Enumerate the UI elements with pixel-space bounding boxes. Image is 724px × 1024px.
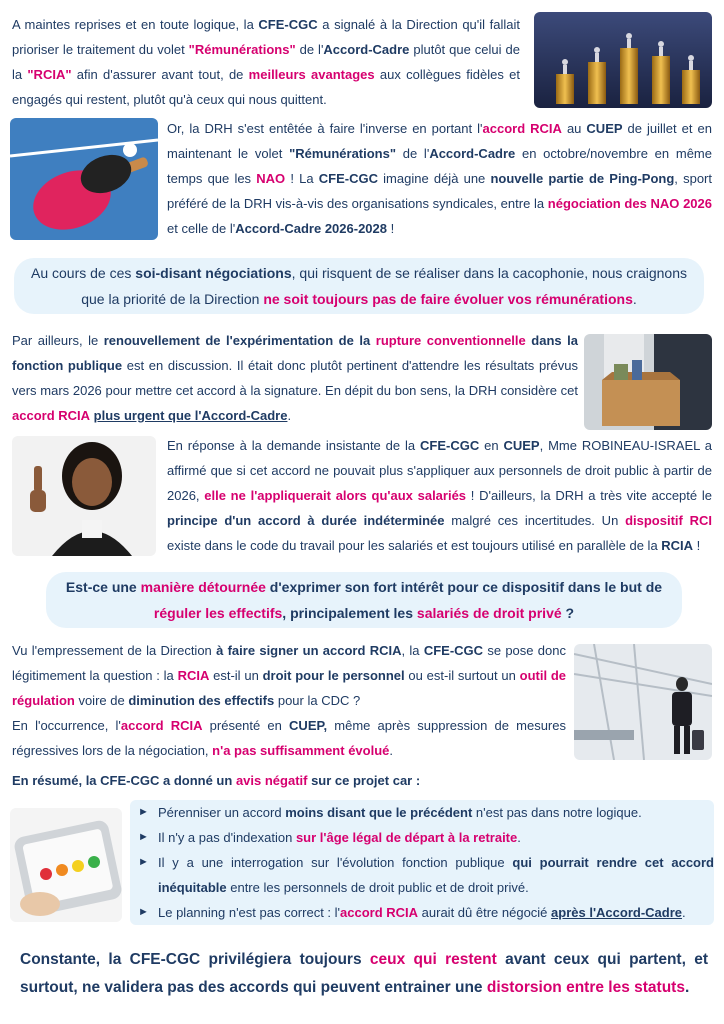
text: . xyxy=(517,830,521,845)
text: moins disant que le précédent xyxy=(285,805,473,820)
text: CFE-CGC xyxy=(420,438,480,453)
list-item xyxy=(134,900,714,925)
text: ceux qui restent xyxy=(369,951,497,968)
text: dispositif RCI xyxy=(625,513,713,528)
text: En réponse à la demande insistante de la xyxy=(167,438,421,453)
list-item xyxy=(134,800,714,825)
text: CFE-CGC xyxy=(258,17,318,32)
text: renouvellement de l'expérimentation de la xyxy=(103,333,371,348)
text: après l'Accord-Cadre xyxy=(551,905,683,920)
text: , sport préféré de la DRH vis-à-vis des organisations syndicales, entre la xyxy=(167,171,712,211)
drh-paragraph xyxy=(167,116,712,241)
text: meilleurs avantages xyxy=(248,67,375,82)
text: CFE-CGC xyxy=(129,951,201,968)
text: n'a pas suffisamment évolué xyxy=(212,743,390,758)
text: ne soit toujours pas de faire évoluer vos rémunérations xyxy=(263,291,633,307)
text: malgré ces incertitudes. Un xyxy=(444,513,626,528)
office-box-image xyxy=(584,334,712,430)
callout-negociations xyxy=(14,258,704,314)
text: sur l'âge légal de départ à la retraite xyxy=(295,830,518,845)
text: existe dans le code du travail pour les salariés et est toujours utilisé en parallèle de la xyxy=(167,538,662,553)
text: Vu l'empressement de la Direction xyxy=(12,643,217,658)
robineau-paragraph xyxy=(167,433,712,558)
text: Est-ce une xyxy=(65,579,141,595)
rupture-paragraph xyxy=(12,328,578,428)
text: aurait dû être négocié xyxy=(418,905,552,920)
text: rupture conventionnelle xyxy=(375,333,526,348)
text: . xyxy=(389,743,393,758)
text: soi-disant négociations xyxy=(135,265,292,281)
text: privilégiera toujours xyxy=(200,951,370,968)
text: Il n'y a pas d'indexation xyxy=(158,830,296,845)
text: de l' xyxy=(396,146,430,161)
text: Par ailleurs, le xyxy=(12,333,104,348)
text: Accord-Cadre 2026-2028 xyxy=(235,221,387,236)
reasons-list xyxy=(134,800,714,925)
text: elle ne l'appliquerait alors qu'aux salariés xyxy=(204,488,467,503)
text: , la xyxy=(401,643,424,658)
text: Constante, la xyxy=(20,951,130,968)
woman-finger-image xyxy=(12,436,156,556)
ping-pong-image xyxy=(10,118,158,240)
text: outil de régulation xyxy=(12,668,567,708)
text: RCIA xyxy=(661,538,694,553)
text: aux collègues fidèles et engagés qui restent, plutôt qu'à ceux qui nous quittent. xyxy=(12,67,520,107)
text: accord RCIA xyxy=(120,718,203,733)
text: accord RCIA xyxy=(482,121,562,136)
text: manière détournée xyxy=(140,579,266,595)
text: ! La xyxy=(285,171,319,186)
text: plutôt que celui de la xyxy=(12,42,520,82)
text: Accord-Cadre xyxy=(323,42,410,57)
text: a donné un xyxy=(159,773,236,788)
text: plus urgent que l'Accord-Cadre xyxy=(93,408,288,423)
text: et celle de l' xyxy=(167,221,236,236)
text: à faire signer un accord RCIA xyxy=(216,643,402,658)
text: présenté en xyxy=(202,718,290,733)
text: , principalement les xyxy=(282,605,417,621)
text: imagine déjà une xyxy=(377,171,491,186)
text: se pose donc légitimement la question : la xyxy=(12,643,566,683)
text: "Rémunérations" xyxy=(188,42,296,57)
text: au xyxy=(561,121,587,136)
text: afin d'assurer avant tout, de xyxy=(71,67,249,82)
text: est en discussion. Il était donc plutôt pertinent d'attendre les résultats prévus vers mars 2026 pour mettre cet accord à la signature. En dépit du bon sens, la DRH considère cet xyxy=(12,358,578,398)
rating-tablet-image xyxy=(10,808,122,922)
text: principe d'un accord à durée indéterminée xyxy=(167,513,445,528)
text: , qui risquent de se réaliser dans la cacophonie, nous craignons que la priorité de la Direction xyxy=(81,265,687,307)
text: ! xyxy=(387,221,395,236)
intro-paragraph xyxy=(12,12,520,112)
arrow-right-icon: ► xyxy=(138,856,149,868)
callout-question xyxy=(46,572,682,628)
text: Or, la DRH s'est entêtée à faire l'inverse en portant l' xyxy=(167,121,483,136)
text: avis négatif xyxy=(235,773,308,788)
text: voire de xyxy=(74,693,129,708)
text: diminution des effectifs xyxy=(128,693,275,708)
text: . xyxy=(287,408,292,423)
summary-line xyxy=(12,768,566,793)
text: réguler les effectifs xyxy=(153,605,283,621)
text: ! D'ailleurs, la DRH a très vite accepté le xyxy=(466,488,712,503)
text: "Rémunérations" xyxy=(289,146,397,161)
text: en xyxy=(479,438,504,453)
text: . xyxy=(684,979,690,996)
text: nouvelle partie de Ping-Pong xyxy=(490,171,675,186)
arrow-right-icon: ► xyxy=(138,806,149,818)
text: A maintes reprises et en toute logique, la xyxy=(12,17,259,32)
text: d'exprimer son fort intérêt pour ce dispositif dans le but de xyxy=(265,579,663,595)
question-paragraph xyxy=(12,638,566,713)
text: CUEP xyxy=(503,438,540,453)
text: Il y a une interrogation sur l'évolution fonction publique xyxy=(158,855,513,870)
text: CFE-CGC xyxy=(318,171,378,186)
text: en octobre/novembre en même temps que les xyxy=(167,146,712,186)
text: ! xyxy=(693,538,701,553)
text: est-il un xyxy=(209,668,263,683)
text: de l' xyxy=(295,42,324,57)
text: salariés de droit privé xyxy=(416,605,562,621)
text: Le planning n'est pas correct : l' xyxy=(158,905,341,920)
text: RCIA xyxy=(177,668,210,683)
conclusion-paragraph xyxy=(20,946,708,1002)
text: ? xyxy=(561,605,575,621)
text: En l'occurrence, l' xyxy=(12,718,121,733)
text: entre les personnels de droit public et de droit privé. xyxy=(226,880,529,895)
reasons-box xyxy=(130,800,714,925)
text: En résumé, la xyxy=(12,773,101,788)
text: accord RCIA xyxy=(12,408,91,423)
text: sur ce projet car : xyxy=(307,773,421,788)
text: droit pour le personnel xyxy=(262,668,405,683)
text: CUEP, xyxy=(289,718,328,733)
text: avant ceux qui partent, et surtout, ne validera pas des accords qui peuvent entrainer une xyxy=(20,951,708,996)
text: de juillet et en maintenant le volet xyxy=(167,121,712,161)
text: a signalé à la Direction qu'il fallait prioriser le traitement du volet xyxy=(12,17,521,57)
arrow-right-icon: ► xyxy=(138,906,149,918)
occurrence-paragraph xyxy=(12,713,566,763)
coin-stacks-image xyxy=(534,12,712,108)
airport-traveler-image xyxy=(574,644,712,760)
text: dans la fonction publique xyxy=(12,333,578,373)
arrow-right-icon: ► xyxy=(138,831,149,843)
text: NAO xyxy=(256,171,286,186)
text: CFE-CGC xyxy=(423,643,484,658)
text: CFE-CGC xyxy=(100,773,160,788)
text: négociation des NAO 2026 xyxy=(547,196,712,211)
text: CUEP xyxy=(586,121,623,136)
text: pour la CDC ? xyxy=(274,693,361,708)
list-item xyxy=(134,825,714,850)
list-item xyxy=(134,850,714,900)
text: ou est-il surtout un xyxy=(404,668,520,683)
text: n'est pas dans notre logique. xyxy=(472,805,642,820)
text: "RCIA" xyxy=(27,67,72,82)
text: Au cours de ces xyxy=(31,265,136,281)
text: qui pourrait rendre cet accord inéquitable xyxy=(158,855,714,895)
text: même après suppression de mesures régressives lors de la négociation, xyxy=(12,718,566,758)
text: accord RCIA xyxy=(340,905,419,920)
text: Pérenniser un accord xyxy=(158,805,286,820)
text: . xyxy=(632,291,637,307)
text: , Mme ROBINEAU-ISRAEL a affirmé que si cet accord ne pouvait plus s'appliquer aux personnels de droit public à partir de 2026, xyxy=(167,438,712,503)
text: distorsion entre les statuts xyxy=(486,979,685,996)
text: . xyxy=(682,905,686,920)
text: Accord-Cadre xyxy=(429,146,516,161)
